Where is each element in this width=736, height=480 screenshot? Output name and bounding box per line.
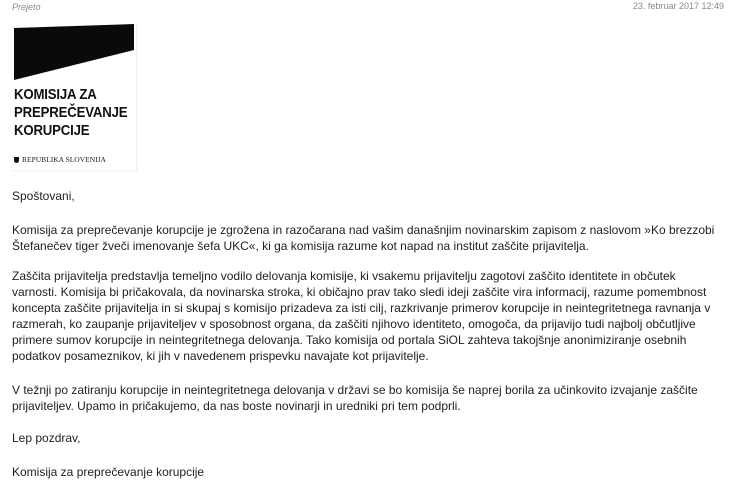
received-date: 23. februar 2017 12:49 xyxy=(632,1,724,11)
letter-paragraph-3: V težnji po zatiranju korupcije in neintegritetnega delovanja v državi se bo komisija še naprej borila za učinkovito izvajanje zaščite prijaviteljev. Upamo in pričakujemo, da nas boste novinarji in uredniki pri tem podprli. xyxy=(12,383,698,413)
letter-closing: Lep pozdrav, xyxy=(12,431,81,445)
crest-icon xyxy=(14,157,19,163)
logo-subtitle-text: REPUBLIKA SLOVENIJA xyxy=(22,155,106,164)
logo-line-1: KOMISIJA ZA xyxy=(14,86,97,103)
letter-body xyxy=(12,188,724,480)
logo-line-2: PREPREČEVANJE xyxy=(14,104,128,121)
logo-line-3: KORUPCIJE xyxy=(14,122,90,139)
logo-subtitle xyxy=(14,155,106,164)
received-label: Prejeto xyxy=(12,2,41,12)
logo-stripe-graphic xyxy=(12,24,136,84)
letter-paragraph-2: Zaščita prijavitelja predstavlja temeljno vodilo delovanja komisije, ki vsakemu prijavitelju zagotovi zaščito identitete in občutek varnosti. Komisija bi pričakovala, da novinarska stroka, ki običajno prav tako sledi ideji zaščite vira informacij, razume pomembnost koncepta zaščite prijavitelja in si skupaj s komisijo prizadeva za isti cilj, razkrivanje primerov korupcije in neintegritetnega ravnanja v razmerah, ko zaupanje prijaviteljev v sposobnost organa, da zaščiti njihovo identiteto, omogoča, da prijavijo tudi najbolj občutljive primere sumov korupcije in neintegritetnega delovanja. Tako komisija od portala SiOL zahteva takojšnje anonimiziranje osebnih podatkov posameznikov, ki jih v navedenem prispevku navajate kot prijavitelje. xyxy=(12,269,711,363)
letter-greeting: Spoštovani, xyxy=(12,189,75,203)
kpk-logo xyxy=(12,24,136,170)
letter-signature: Komisija za preprečevanje korupcije xyxy=(12,465,205,479)
letter-paragraph-1: Komisija za preprečevanje korupcije je zgrožena in razočarana nad vašim današnjim novinarskim zapisom z naslovom »Ko brezzobi Štefanečev tiger žveči imenovanje šefa UKC«, ki ga komisija razume kot napad na institut zaščite prijavitelja. xyxy=(12,223,715,253)
